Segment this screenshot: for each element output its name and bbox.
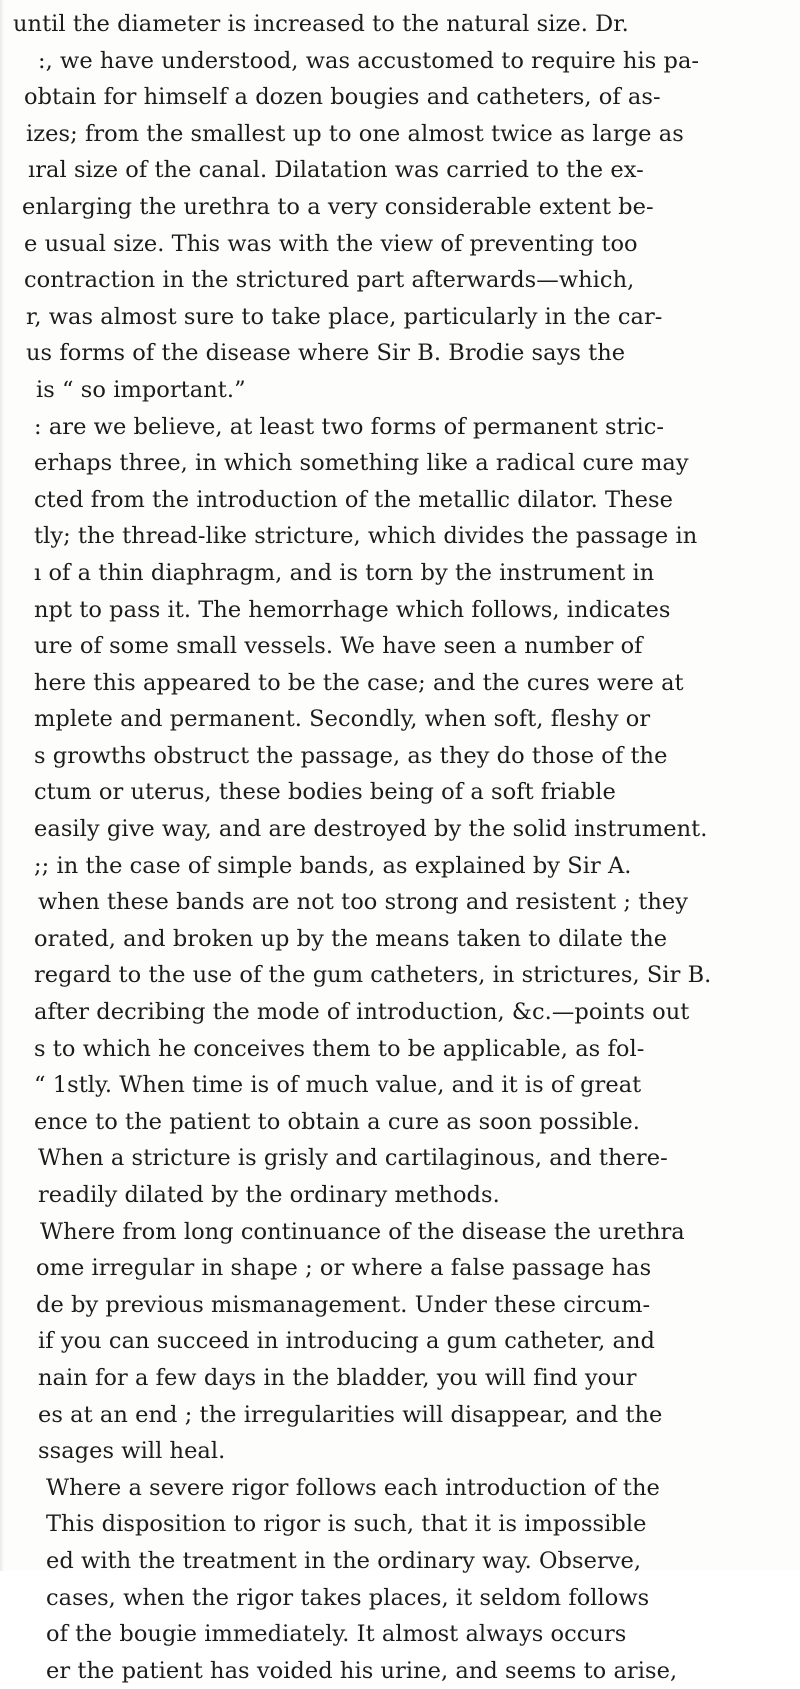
text-line: ome irregular in shape ; or where a false passage has — [36, 1255, 652, 1282]
text-line: es at an end ; the irregularities will disappear, and the — [38, 1401, 663, 1428]
text-line: ed with the treatment in the ordinary way. Observe, — [46, 1547, 642, 1574]
text-line: of the bougie immediately. It almost always occurs — [46, 1621, 627, 1648]
text-line: readily dilated by the ordinary methods. — [38, 1182, 500, 1208]
text-line: nain for a few days in the bladder, you will find your — [38, 1364, 637, 1391]
text-line: is “ so important.” — [36, 376, 246, 403]
text-line: npt to pass it. The hemorrhage which follows, indicates — [34, 596, 671, 623]
text-line: de by previous mismanagement. Under these circum- — [36, 1291, 651, 1318]
text-line: tly; the thread-like stricture, which divides the passage in — [34, 523, 698, 550]
text-line: “ 1stly. When time is of much value, and it is of great — [34, 1072, 642, 1099]
text-line: until the diameter is increased to the natural size. Dr. — [13, 11, 629, 37]
text-line: contraction in the strictured part afterwards—which, — [24, 267, 635, 294]
text-line: cted from the introduction of the metallic dilator. These — [34, 486, 673, 513]
text-line: cases, when the rigor takes places, it seldom follows — [46, 1584, 650, 1611]
text-line: regard to the use of the gum catheters, in strictures, Sir B. — [34, 962, 712, 989]
text-line: s growths obstruct the passage, as they do those of the — [34, 742, 668, 769]
text-line: Where from long continuance of the disease the urethra — [40, 1218, 685, 1245]
text-line: us forms of the disease where Sir B. Brodie says the — [26, 340, 626, 367]
text-line: orated, and broken up by the means taken to dilate the — [34, 925, 668, 952]
text-line: ;; in the case of simple bands, as explained by Sir A. — [34, 852, 632, 879]
text-line: easily give way, and are destroyed by the solid instrument. — [34, 816, 708, 843]
text-line: when these bands are not too strong and resistent ; they — [38, 889, 689, 916]
text-line: ıral size of the canal. Dilatation was carried to the ex- — [28, 157, 644, 184]
text-line: er the patient has voided his urine, and seems to arise, — [46, 1657, 678, 1684]
text-line: erhaps three, in which something like a radical cure may — [34, 450, 689, 477]
text-line: Where a severe rigor follows each introduction of the — [46, 1474, 660, 1501]
text-line: s to which he conceives them to be applicable, as fol- — [34, 1035, 645, 1062]
text-line: here this appeared to be the case; and the cures were at — [34, 669, 684, 696]
text-line: This disposition to rigor is such, that it is impossible — [46, 1511, 647, 1538]
text-line: enlarging the urethra to a very considerable extent be- — [22, 193, 654, 220]
text-line: r, was almost sure to take place, particularly in the car- — [26, 303, 663, 330]
text-line: ctum or uterus, these bodies being of a soft friable — [34, 779, 616, 806]
text-line: izes; from the smallest up to one almost twice as large as — [26, 120, 684, 147]
text-line: ence to the patient to obtain a cure as soon possible. — [34, 1108, 640, 1135]
text-line: if you can succeed in introducing a gum catheter, and — [38, 1328, 655, 1355]
text-line: When a stricture is grisly and cartilaginous, and there- — [38, 1145, 668, 1172]
text-line: ure of some small vessels. We have seen a number of — [34, 633, 643, 660]
body-text — [0, 6, 800, 1689]
text-line: ı of a thin diaphragm, and is torn by the instrument in — [34, 559, 655, 586]
text-line: :, we have understood, was accustomed to require his pa- — [38, 47, 700, 74]
text-line: obtain for himself a dozen bougies and catheters, of as- — [24, 84, 661, 111]
text-line: ssages will heal. — [38, 1438, 226, 1465]
text-line: : are we believe, at least two forms of permanent stric- — [34, 413, 665, 440]
text-line: after decribing the mode of introduction, &c.—points out — [34, 999, 690, 1026]
text-line: mplete and permanent. Secondly, when soft, fleshy or — [34, 706, 651, 733]
text-line: e usual size. This was with the view of preventing too — [24, 230, 638, 257]
